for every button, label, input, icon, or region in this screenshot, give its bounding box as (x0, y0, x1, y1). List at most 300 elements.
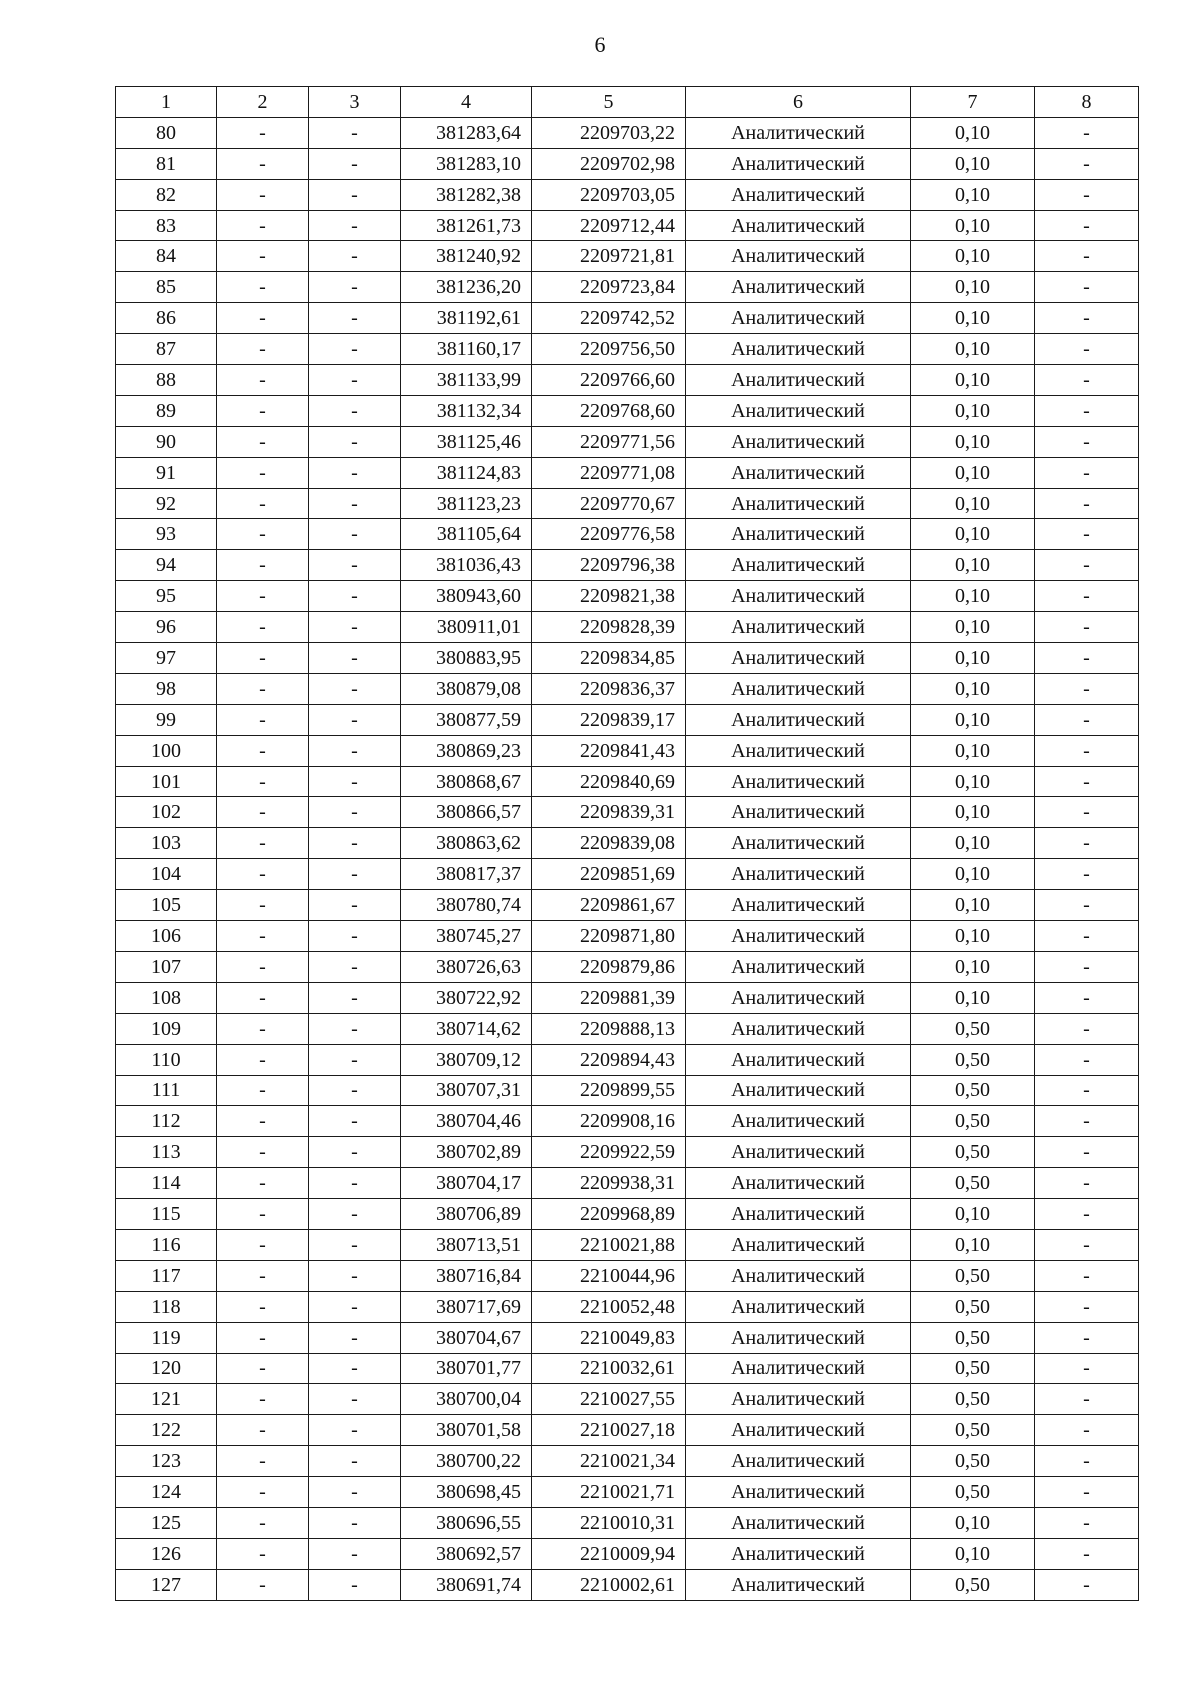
method-cell: Аналитический (686, 1075, 911, 1106)
method-cell: Аналитический (686, 179, 911, 210)
col2-cell: - (217, 797, 309, 828)
y-coordinate-cell: 2209968,89 (532, 1199, 686, 1230)
accuracy-cell: 0,50 (911, 1168, 1035, 1199)
x-coordinate-cell: 380716,84 (401, 1260, 532, 1291)
y-coordinate-cell: 2209723,84 (532, 272, 686, 303)
table-row (116, 303, 1139, 334)
x-coordinate-cell: 380700,04 (401, 1384, 532, 1415)
col3-cell: - (309, 1260, 401, 1291)
col8-cell: - (1035, 1075, 1139, 1106)
table-row (116, 179, 1139, 210)
y-coordinate-cell: 2210021,34 (532, 1446, 686, 1477)
col2-cell: - (217, 1477, 309, 1508)
y-coordinate-cell: 2209828,39 (532, 612, 686, 643)
col2-cell: - (217, 488, 309, 519)
col3-cell: - (309, 272, 401, 303)
point-number-cell: 95 (116, 581, 217, 612)
point-number-cell: 81 (116, 148, 217, 179)
col3-cell: - (309, 117, 401, 148)
accuracy-cell: 0,10 (911, 890, 1035, 921)
x-coordinate-cell: 380701,58 (401, 1415, 532, 1446)
col3-cell: - (309, 859, 401, 890)
method-cell: Аналитический (686, 1322, 911, 1353)
table-row (116, 612, 1139, 643)
point-number-cell: 123 (116, 1446, 217, 1477)
x-coordinate-cell: 380704,17 (401, 1168, 532, 1199)
y-coordinate-cell: 2210027,55 (532, 1384, 686, 1415)
accuracy-cell: 0,10 (911, 457, 1035, 488)
method-cell: Аналитический (686, 1415, 911, 1446)
point-number-cell: 91 (116, 457, 217, 488)
point-number-cell: 117 (116, 1260, 217, 1291)
col2-cell: - (217, 1075, 309, 1106)
x-coordinate-cell: 381036,43 (401, 550, 532, 581)
point-number-cell: 110 (116, 1044, 217, 1075)
accuracy-cell: 0,10 (911, 395, 1035, 426)
x-coordinate-cell: 380704,67 (401, 1322, 532, 1353)
accuracy-cell: 0,10 (911, 210, 1035, 241)
y-coordinate-cell: 2209771,56 (532, 426, 686, 457)
accuracy-cell: 0,50 (911, 1415, 1035, 1446)
table-row (116, 426, 1139, 457)
table-row (116, 735, 1139, 766)
column-header: 1 (116, 87, 217, 118)
col2-cell: - (217, 951, 309, 982)
point-number-cell: 88 (116, 365, 217, 396)
col3-cell: - (309, 673, 401, 704)
accuracy-cell: 0,10 (911, 148, 1035, 179)
method-cell: Аналитический (686, 426, 911, 457)
table-row (116, 673, 1139, 704)
point-number-cell: 92 (116, 488, 217, 519)
col3-cell: - (309, 148, 401, 179)
accuracy-cell: 0,10 (911, 951, 1035, 982)
accuracy-cell: 0,50 (911, 1353, 1035, 1384)
accuracy-cell: 0,10 (911, 797, 1035, 828)
table-row (116, 643, 1139, 674)
col3-cell: - (309, 550, 401, 581)
method-cell: Аналитический (686, 704, 911, 735)
point-number-cell: 86 (116, 303, 217, 334)
col8-cell: - (1035, 612, 1139, 643)
accuracy-cell: 0,10 (911, 828, 1035, 859)
method-cell: Аналитический (686, 457, 911, 488)
accuracy-cell: 0,50 (911, 1569, 1035, 1600)
x-coordinate-cell: 380780,74 (401, 890, 532, 921)
col2-cell: - (217, 581, 309, 612)
table-row (116, 550, 1139, 581)
col2-cell: - (217, 272, 309, 303)
accuracy-cell: 0,10 (911, 365, 1035, 396)
table-row (116, 1538, 1139, 1569)
point-number-cell: 125 (116, 1507, 217, 1538)
col3-cell: - (309, 210, 401, 241)
x-coordinate-cell: 380883,95 (401, 643, 532, 674)
y-coordinate-cell: 2209861,67 (532, 890, 686, 921)
accuracy-cell: 0,10 (911, 179, 1035, 210)
col3-cell: - (309, 488, 401, 519)
method-cell: Аналитический (686, 1507, 911, 1538)
method-cell: Аналитический (686, 1229, 911, 1260)
table-row (116, 1446, 1139, 1477)
x-coordinate-cell: 381283,10 (401, 148, 532, 179)
table-row (116, 395, 1139, 426)
col2-cell: - (217, 1446, 309, 1477)
x-coordinate-cell: 380709,12 (401, 1044, 532, 1075)
y-coordinate-cell: 2209766,60 (532, 365, 686, 396)
point-number-cell: 101 (116, 766, 217, 797)
y-coordinate-cell: 2209840,69 (532, 766, 686, 797)
y-coordinate-cell: 2209938,31 (532, 1168, 686, 1199)
col2-cell: - (217, 519, 309, 550)
x-coordinate-cell: 381282,38 (401, 179, 532, 210)
table-row (116, 704, 1139, 735)
accuracy-cell: 0,10 (911, 1538, 1035, 1569)
y-coordinate-cell: 2209839,31 (532, 797, 686, 828)
col2-cell: - (217, 1106, 309, 1137)
method-cell: Аналитический (686, 921, 911, 952)
point-number-cell: 83 (116, 210, 217, 241)
point-number-cell: 102 (116, 797, 217, 828)
y-coordinate-cell: 2209922,59 (532, 1137, 686, 1168)
method-cell: Аналитический (686, 890, 911, 921)
y-coordinate-cell: 2209770,67 (532, 488, 686, 519)
x-coordinate-cell: 380866,57 (401, 797, 532, 828)
x-coordinate-cell: 381133,99 (401, 365, 532, 396)
y-coordinate-cell: 2209834,85 (532, 643, 686, 674)
col2-cell: - (217, 1044, 309, 1075)
col2-cell: - (217, 426, 309, 457)
col3-cell: - (309, 1013, 401, 1044)
x-coordinate-cell: 380713,51 (401, 1229, 532, 1260)
method-cell: Аналитический (686, 1168, 911, 1199)
accuracy-cell: 0,10 (911, 550, 1035, 581)
table-row (116, 210, 1139, 241)
y-coordinate-cell: 2210021,88 (532, 1229, 686, 1260)
x-coordinate-cell: 381283,64 (401, 117, 532, 148)
accuracy-cell: 0,10 (911, 859, 1035, 890)
method-cell: Аналитический (686, 117, 911, 148)
col8-cell: - (1035, 1229, 1139, 1260)
col8-cell: - (1035, 1291, 1139, 1322)
x-coordinate-cell: 381160,17 (401, 334, 532, 365)
x-coordinate-cell: 380863,62 (401, 828, 532, 859)
table-row (116, 1044, 1139, 1075)
method-cell: Аналитический (686, 395, 911, 426)
col2-cell: - (217, 982, 309, 1013)
y-coordinate-cell: 2209871,80 (532, 921, 686, 952)
col8-cell: - (1035, 1477, 1139, 1508)
method-cell: Аналитический (686, 303, 911, 334)
point-number-cell: 108 (116, 982, 217, 1013)
accuracy-cell: 0,50 (911, 1446, 1035, 1477)
x-coordinate-cell: 381123,23 (401, 488, 532, 519)
accuracy-cell: 0,10 (911, 581, 1035, 612)
x-coordinate-cell: 381240,92 (401, 241, 532, 272)
col2-cell: - (217, 1168, 309, 1199)
col8-cell: - (1035, 982, 1139, 1013)
accuracy-cell: 0,50 (911, 1477, 1035, 1508)
y-coordinate-cell: 2209839,08 (532, 828, 686, 859)
accuracy-cell: 0,50 (911, 1075, 1035, 1106)
col8-cell: - (1035, 365, 1139, 396)
col2-cell: - (217, 210, 309, 241)
y-coordinate-cell: 2209702,98 (532, 148, 686, 179)
method-cell: Аналитический (686, 673, 911, 704)
table-row (116, 1507, 1139, 1538)
point-number-cell: 96 (116, 612, 217, 643)
col3-cell: - (309, 828, 401, 859)
method-cell: Аналитический (686, 951, 911, 982)
table-row (116, 1322, 1139, 1353)
method-cell: Аналитический (686, 1569, 911, 1600)
col3-cell: - (309, 426, 401, 457)
accuracy-cell: 0,10 (911, 519, 1035, 550)
point-number-cell: 116 (116, 1229, 217, 1260)
col3-cell: - (309, 1353, 401, 1384)
col8-cell: - (1035, 1044, 1139, 1075)
y-coordinate-cell: 2209881,39 (532, 982, 686, 1013)
accuracy-cell: 0,50 (911, 1260, 1035, 1291)
table-header-row (116, 87, 1139, 118)
point-number-cell: 80 (116, 117, 217, 148)
table-row (116, 1013, 1139, 1044)
col2-cell: - (217, 1199, 309, 1230)
col2-cell: - (217, 1322, 309, 1353)
x-coordinate-cell: 380707,31 (401, 1075, 532, 1106)
y-coordinate-cell: 2209894,43 (532, 1044, 686, 1075)
col2-cell: - (217, 1229, 309, 1260)
y-coordinate-cell: 2209841,43 (532, 735, 686, 766)
col3-cell: - (309, 1507, 401, 1538)
x-coordinate-cell: 380701,77 (401, 1353, 532, 1384)
table-row (116, 519, 1139, 550)
col8-cell: - (1035, 643, 1139, 674)
x-coordinate-cell: 381192,61 (401, 303, 532, 334)
column-header: 5 (532, 87, 686, 118)
point-number-cell: 118 (116, 1291, 217, 1322)
coordinates-table (115, 86, 1139, 1601)
col8-cell: - (1035, 1106, 1139, 1137)
col2-cell: - (217, 365, 309, 396)
point-number-cell: 89 (116, 395, 217, 426)
y-coordinate-cell: 2210052,48 (532, 1291, 686, 1322)
x-coordinate-cell: 380817,37 (401, 859, 532, 890)
col8-cell: - (1035, 457, 1139, 488)
x-coordinate-cell: 381125,46 (401, 426, 532, 457)
point-number-cell: 107 (116, 951, 217, 982)
y-coordinate-cell: 2210032,61 (532, 1353, 686, 1384)
col2-cell: - (217, 921, 309, 952)
col2-cell: - (217, 1415, 309, 1446)
y-coordinate-cell: 2209742,52 (532, 303, 686, 334)
col2-cell: - (217, 241, 309, 272)
point-number-cell: 104 (116, 859, 217, 890)
y-coordinate-cell: 2209899,55 (532, 1075, 686, 1106)
point-number-cell: 105 (116, 890, 217, 921)
col3-cell: - (309, 1538, 401, 1569)
col8-cell: - (1035, 1322, 1139, 1353)
table-row (116, 1477, 1139, 1508)
col8-cell: - (1035, 1507, 1139, 1538)
accuracy-cell: 0,10 (911, 921, 1035, 952)
table-row (116, 982, 1139, 1013)
y-coordinate-cell: 2210027,18 (532, 1415, 686, 1446)
col3-cell: - (309, 1415, 401, 1446)
col8-cell: - (1035, 334, 1139, 365)
table-row (116, 457, 1139, 488)
column-header: 3 (309, 87, 401, 118)
y-coordinate-cell: 2210010,31 (532, 1507, 686, 1538)
col8-cell: - (1035, 148, 1139, 179)
accuracy-cell: 0,50 (911, 1013, 1035, 1044)
col3-cell: - (309, 1569, 401, 1600)
method-cell: Аналитический (686, 982, 911, 1013)
col8-cell: - (1035, 519, 1139, 550)
col2-cell: - (217, 1260, 309, 1291)
table-row (116, 241, 1139, 272)
y-coordinate-cell: 2209836,37 (532, 673, 686, 704)
col3-cell: - (309, 334, 401, 365)
accuracy-cell: 0,50 (911, 1106, 1035, 1137)
accuracy-cell: 0,50 (911, 1291, 1035, 1322)
accuracy-cell: 0,10 (911, 612, 1035, 643)
method-cell: Аналитический (686, 1260, 911, 1291)
col8-cell: - (1035, 1384, 1139, 1415)
table-row (116, 148, 1139, 179)
col3-cell: - (309, 612, 401, 643)
col3-cell: - (309, 1291, 401, 1322)
point-number-cell: 103 (116, 828, 217, 859)
col2-cell: - (217, 1353, 309, 1384)
col2-cell: - (217, 1569, 309, 1600)
col3-cell: - (309, 179, 401, 210)
col2-cell: - (217, 1507, 309, 1538)
point-number-cell: 87 (116, 334, 217, 365)
col3-cell: - (309, 241, 401, 272)
col2-cell: - (217, 612, 309, 643)
method-cell: Аналитический (686, 148, 911, 179)
point-number-cell: 114 (116, 1168, 217, 1199)
table-row (116, 828, 1139, 859)
table-row (116, 1353, 1139, 1384)
col2-cell: - (217, 1538, 309, 1569)
col2-cell: - (217, 148, 309, 179)
col3-cell: - (309, 735, 401, 766)
table-row (116, 365, 1139, 396)
accuracy-cell: 0,10 (911, 426, 1035, 457)
col8-cell: - (1035, 704, 1139, 735)
x-coordinate-cell: 381124,83 (401, 457, 532, 488)
accuracy-cell: 0,10 (911, 673, 1035, 704)
y-coordinate-cell: 2209879,86 (532, 951, 686, 982)
accuracy-cell: 0,10 (911, 1199, 1035, 1230)
y-coordinate-cell: 2210009,94 (532, 1538, 686, 1569)
col2-cell: - (217, 704, 309, 735)
method-cell: Аналитический (686, 797, 911, 828)
method-cell: Аналитический (686, 581, 911, 612)
col3-cell: - (309, 1044, 401, 1075)
table-row (116, 488, 1139, 519)
table-row (116, 890, 1139, 921)
point-number-cell: 85 (116, 272, 217, 303)
table-row (116, 1106, 1139, 1137)
col8-cell: - (1035, 117, 1139, 148)
accuracy-cell: 0,10 (911, 334, 1035, 365)
y-coordinate-cell: 2209821,38 (532, 581, 686, 612)
table-row (116, 1384, 1139, 1415)
x-coordinate-cell: 380704,46 (401, 1106, 532, 1137)
x-coordinate-cell: 381132,34 (401, 395, 532, 426)
y-coordinate-cell: 2209768,60 (532, 395, 686, 426)
col3-cell: - (309, 797, 401, 828)
col3-cell: - (309, 1075, 401, 1106)
col2-cell: - (217, 735, 309, 766)
x-coordinate-cell: 381236,20 (401, 272, 532, 303)
x-coordinate-cell: 380745,27 (401, 921, 532, 952)
accuracy-cell: 0,10 (911, 982, 1035, 1013)
col8-cell: - (1035, 951, 1139, 982)
method-cell: Аналитический (686, 735, 911, 766)
col8-cell: - (1035, 303, 1139, 334)
col3-cell: - (309, 395, 401, 426)
col3-cell: - (309, 951, 401, 982)
method-cell: Аналитический (686, 643, 911, 674)
method-cell: Аналитический (686, 365, 911, 396)
col2-cell: - (217, 334, 309, 365)
col8-cell: - (1035, 272, 1139, 303)
table-row (116, 1199, 1139, 1230)
y-coordinate-cell: 2209712,44 (532, 210, 686, 241)
column-header: 8 (1035, 87, 1139, 118)
col2-cell: - (217, 550, 309, 581)
col8-cell: - (1035, 797, 1139, 828)
y-coordinate-cell: 2209721,81 (532, 241, 686, 272)
method-cell: Аналитический (686, 272, 911, 303)
col8-cell: - (1035, 488, 1139, 519)
y-coordinate-cell: 2210049,83 (532, 1322, 686, 1353)
table-row (116, 766, 1139, 797)
col8-cell: - (1035, 426, 1139, 457)
point-number-cell: 109 (116, 1013, 217, 1044)
table-row (116, 921, 1139, 952)
table-row (116, 859, 1139, 890)
x-coordinate-cell: 380696,55 (401, 1507, 532, 1538)
col3-cell: - (309, 921, 401, 952)
table-row (116, 581, 1139, 612)
y-coordinate-cell: 2210002,61 (532, 1569, 686, 1600)
table-row (116, 334, 1139, 365)
column-header: 4 (401, 87, 532, 118)
col8-cell: - (1035, 1260, 1139, 1291)
col3-cell: - (309, 766, 401, 797)
col3-cell: - (309, 1229, 401, 1260)
point-number-cell: 127 (116, 1569, 217, 1600)
method-cell: Аналитический (686, 1384, 911, 1415)
accuracy-cell: 0,10 (911, 1507, 1035, 1538)
col2-cell: - (217, 766, 309, 797)
col3-cell: - (309, 1137, 401, 1168)
method-cell: Аналитический (686, 766, 911, 797)
col3-cell: - (309, 303, 401, 334)
col2-cell: - (217, 673, 309, 704)
col8-cell: - (1035, 735, 1139, 766)
table-row (116, 117, 1139, 148)
accuracy-cell: 0,10 (911, 303, 1035, 334)
accuracy-cell: 0,10 (911, 241, 1035, 272)
table-row (116, 1137, 1139, 1168)
point-number-cell: 106 (116, 921, 217, 952)
